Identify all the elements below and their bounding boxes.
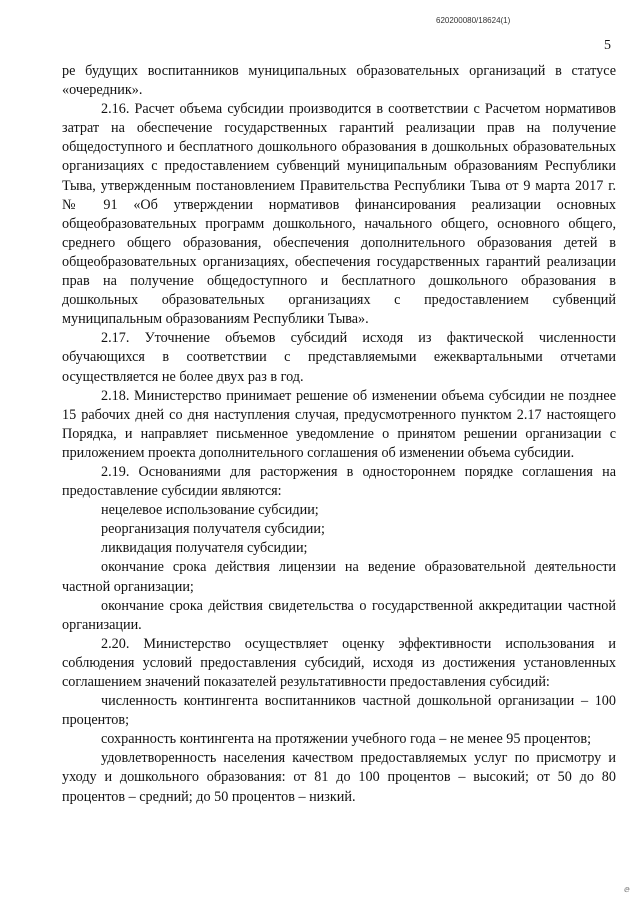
document-id: 620200080/18624(1) bbox=[436, 16, 511, 25]
document-body bbox=[62, 62, 616, 807]
paragraph-2-18: 2.18. Министерство принимает решение об изменении объема субсидии не позднее 15 рабочих дней со дня наступления случая, предусмотренного пунктом 2.17 настоящего Порядка, и направляет письменное уведомление о принятом решении организации с приложением проекта дополнительного соглашения об изменении объема субсидии. bbox=[62, 387, 616, 461]
paragraph: ре будущих воспитанников муниципальных образовательных организаций в статусе «очередник». bbox=[62, 63, 616, 99]
list-item: удовлетворенность населения качеством предоставляемых услуг по присмотру и уходу и дошкольного образования: от 81 до 100 процентов – высокий; от 50 до 80 процентов – средний; до 50 процентов – низкий. bbox=[62, 750, 616, 805]
list-item: реорганизация получателя субсидии; bbox=[101, 521, 325, 538]
page-number: 5 bbox=[604, 38, 611, 53]
paragraph-2-17: 2.17. Уточнение объемов субсидий исходя из фактической численности обучающихся в соответствии с представляемыми ежеквартальными отчетами осуществляется не более двух раз в год. bbox=[62, 330, 616, 385]
list-item: сохранность контингента на протяжении учебного года – не менее 95 процентов; bbox=[101, 731, 592, 748]
list-item: окончание срока действия свидетельства о государственной аккредитации частной организации. bbox=[62, 597, 616, 633]
list-item: нецелевое использование субсидии; bbox=[101, 502, 319, 519]
paragraph-2-19: 2.19. Основаниями для расторжения в одностороннем порядке соглашения на предоставление субсидии являются: bbox=[62, 463, 616, 500]
list-item: ликвидация получателя субсидии; bbox=[101, 540, 308, 557]
paragraph-2-16: 2.16. Расчет объема субсидии производится в соответствии с Расчетом нормативов затрат на обеспечение государственных гарантий реализации прав на получение общедоступного и бесплатного дошкольного образования в дошкольных образовательных организациях с предоставлением субвенций муниципальным образованиям Республики Тыва, утвержденным постановлением Правительства Республики Тыва от 9 марта 2017 г. № 91 «Об утверждении нормативов финансирования реализации основных общеобразовательных программ дошкольного, начального общего, основного общего, среднего общего образования, обеспечения дополнительного образования детей в общеобразовательных организациях, обеспечения государственных гарантий реализации прав на получение общедоступного и бесплатного дошкольного образования в дошкольных образовательных организациях с предоставлением субвенций муниципальным образованиям Республики Тыва». bbox=[62, 101, 616, 328]
list-item: окончание срока действия лицензии на ведение образовательной деятельности частной организации; bbox=[62, 559, 616, 595]
scan-mark: ⅇ bbox=[624, 884, 630, 894]
paragraph-2-20: 2.20. Министерство осуществляет оценку эффективности использования и соблюдения условий предоставления субсидий, исходя из достижения установленных соглашением значений показателей результативности предоставления субсидий: bbox=[62, 635, 616, 690]
list-item: численность контингента воспитанников частной дошкольной организации – 100 процентов; bbox=[62, 693, 616, 729]
